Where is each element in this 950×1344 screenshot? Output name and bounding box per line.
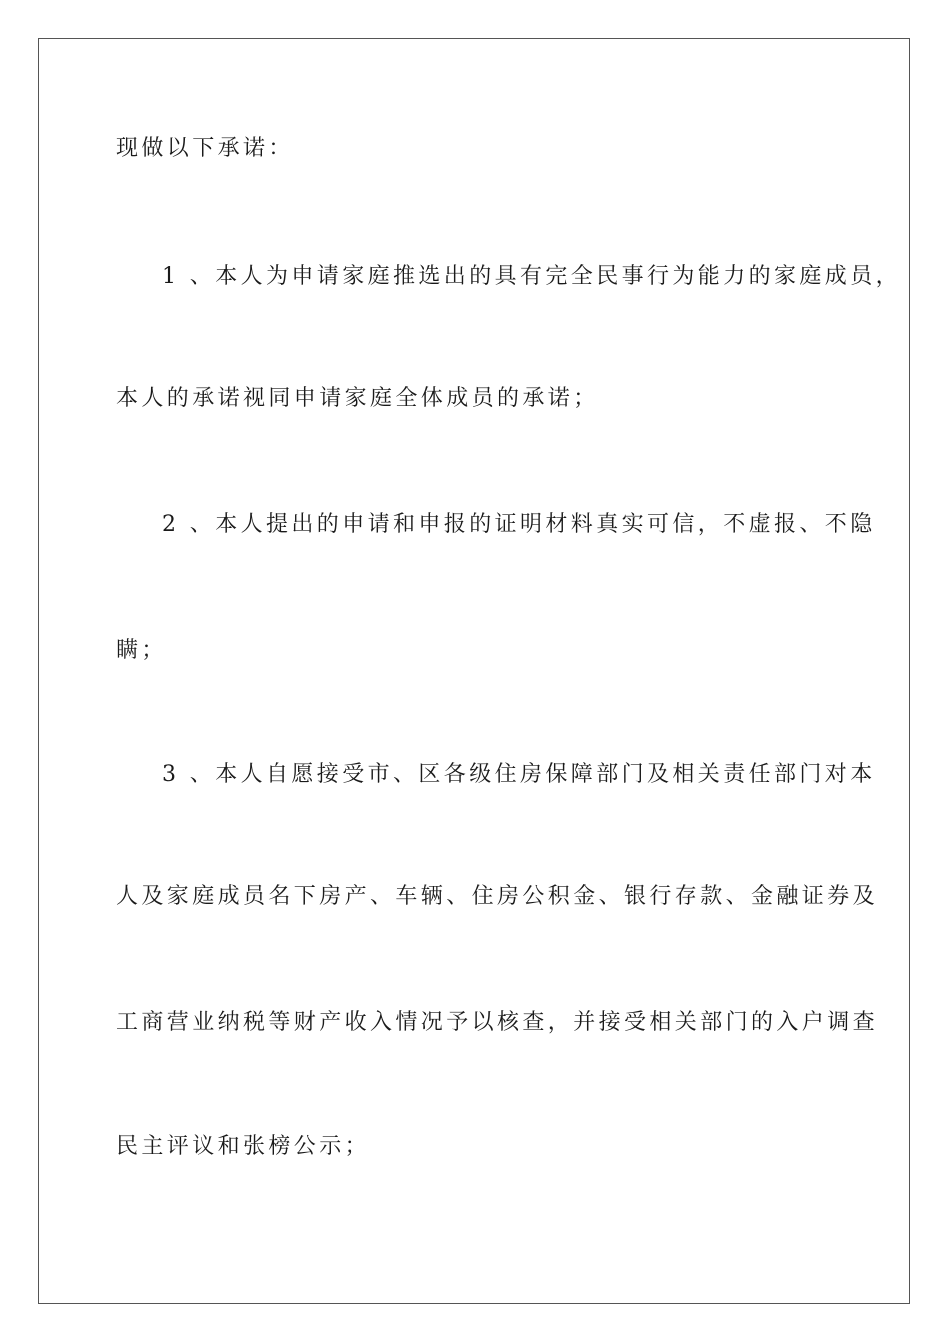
text-line-item-3-cont-1: 人及家庭成员名下房产、车辆、住房公积金、银行存款、金融证券及 bbox=[116, 884, 879, 909]
text-line-item-3-cont-3: 民主评议和张榜公示； bbox=[116, 1134, 371, 1159]
text-line-item-2-cont: 瞒； bbox=[116, 638, 167, 663]
text-line-item-1-cont: 本人的承诺视同申请家庭全体成员的承诺； bbox=[116, 386, 599, 411]
text-line-intro: 现做以下承诺： bbox=[116, 136, 294, 161]
text-line-item-3-cont-2: 工商营业纳税等财产收入情况予以核查，并接受相关部门的入户调查 bbox=[116, 1010, 879, 1035]
text-line-item-3: 3 、本人自愿接受市、区各级住房保障部门及相关责任部门对本 bbox=[162, 762, 876, 787]
page-frame bbox=[38, 38, 910, 1304]
text-line-item-2: 2 、本人提出的申请和申报的证明材料真实可信，不虚报、不隐 bbox=[162, 512, 876, 537]
text-line-item-1: 1 、本人为申请家庭推选出的具有完全民事行为能力的家庭成员， bbox=[162, 264, 901, 289]
